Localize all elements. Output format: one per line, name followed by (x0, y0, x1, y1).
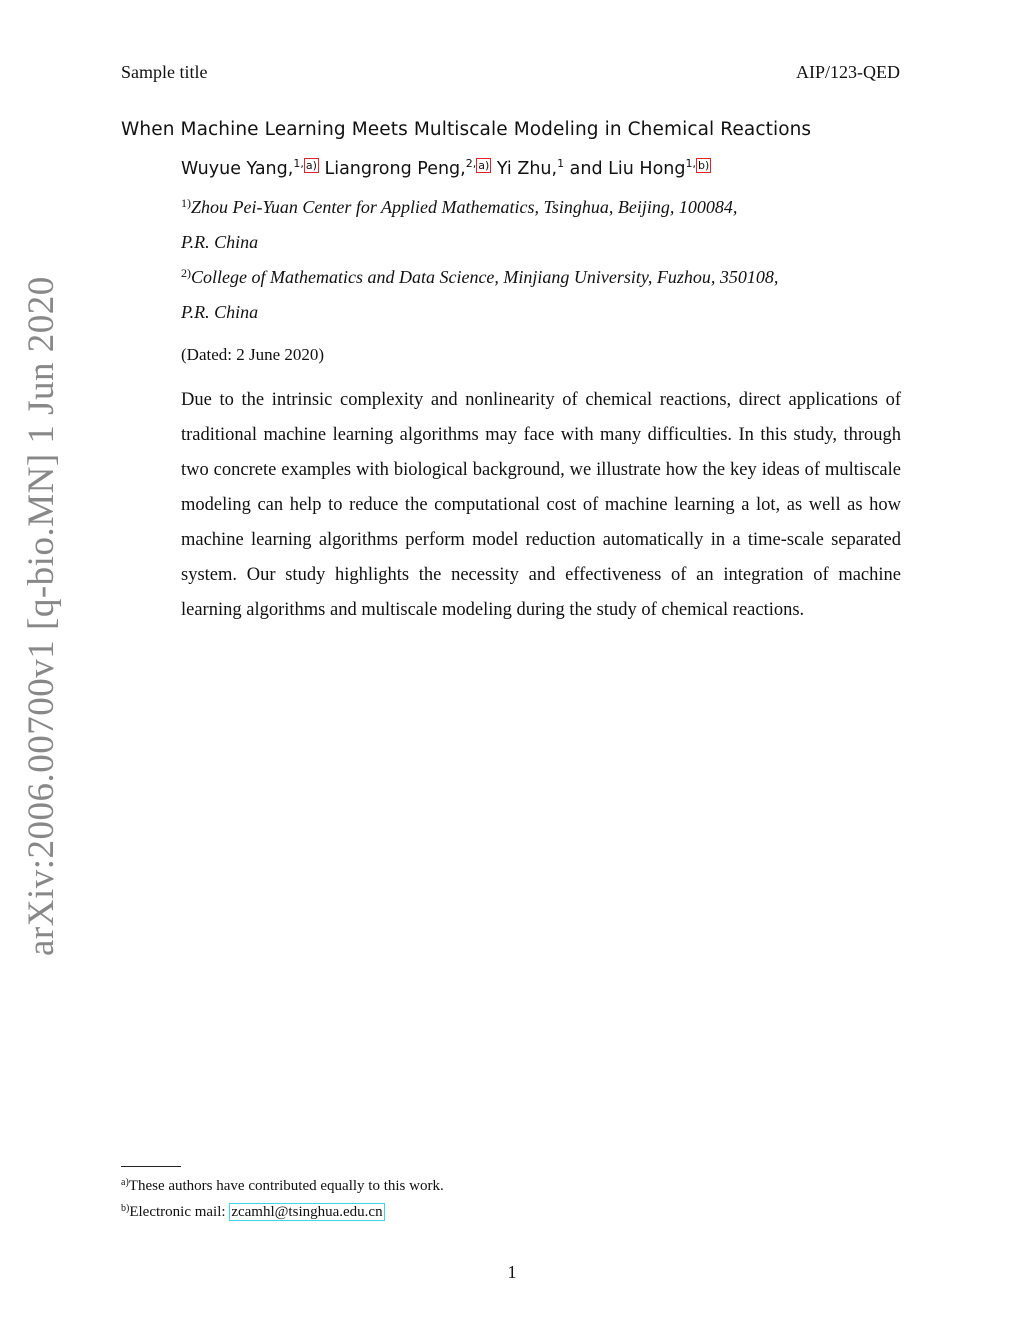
footnote-text: These authors have contributed equally to this work. (128, 1178, 444, 1194)
affiliation-1 (181, 190, 737, 260)
author-name: Wuyue Yang, (181, 159, 294, 179)
author-affil-mark: 2, (465, 157, 477, 170)
footnote-link[interactable]: a) (478, 159, 490, 172)
author-name: Liangrong Peng, (324, 159, 466, 179)
running-title: Sample title (121, 62, 208, 82)
footnote-a (121, 1178, 444, 1195)
email-link[interactable]: zcamhl@tsinghua.edu.cn (231, 1204, 383, 1220)
footnote-divider (121, 1166, 181, 1167)
affiliation-2 (181, 260, 778, 330)
affiliation-country: P.R. China (181, 302, 259, 322)
page-number: 1 (507, 1262, 517, 1282)
author-affil-mark: 1 (557, 157, 565, 170)
footnote-link[interactable]: a) (305, 159, 317, 172)
author-affil-mark: 1, (685, 157, 696, 170)
affiliation-text: College of Mathematics and Data Science, Minjiang University, Fuzhou, 350108, (191, 267, 779, 287)
author-name: and Liu Hong (569, 159, 686, 179)
abstract: Due to the intrinsic complexity and nonlinearity of chemical reactions, direct applications of traditional machine learning algorithms may face with many difficulties. In this study, through two concrete examples with biological background, we illustrate how the key ideas of multiscale modeling can help to reduce the computational cost of machine learning a lot, as well as how machine learning algorithms perform model reduction automatically in a time-scale separated system. Our study highlights the necessity and effectiveness of an integration of machine learning algorithms and multiscale modeling during the study of chemical reactions. (181, 390, 901, 620)
affiliation-mark: 1) (181, 196, 191, 210)
footnote-mark: a) (121, 1177, 129, 1188)
footnote-link[interactable]: b) (698, 159, 710, 172)
date-line: (Dated: 2 June 2020) (181, 345, 325, 364)
affiliation-mark: 2) (181, 266, 191, 280)
arxiv-side-stamp: arXiv:2006.00700v1 [q-bio.MN] 1 Jun 2020 (21, 276, 62, 956)
author-name: Yi Zhu, (496, 159, 558, 179)
running-journal-code: AIP/123-QED (796, 62, 900, 82)
affiliation-country: P.R. China (181, 232, 259, 252)
paper-title: When Machine Learning Meets Multiscale Modeling in Chemical Reactions (121, 119, 812, 140)
author-affil-mark: 1, (293, 157, 304, 170)
footnote-mark: b) (121, 1203, 130, 1214)
affiliation-text: Zhou Pei-Yuan Center for Applied Mathematics, Tsinghua, Beijing, 100084, (191, 197, 738, 217)
footnote-b (121, 1204, 385, 1221)
footnote-text: Electronic mail: (129, 1204, 230, 1220)
author-list (181, 158, 711, 179)
